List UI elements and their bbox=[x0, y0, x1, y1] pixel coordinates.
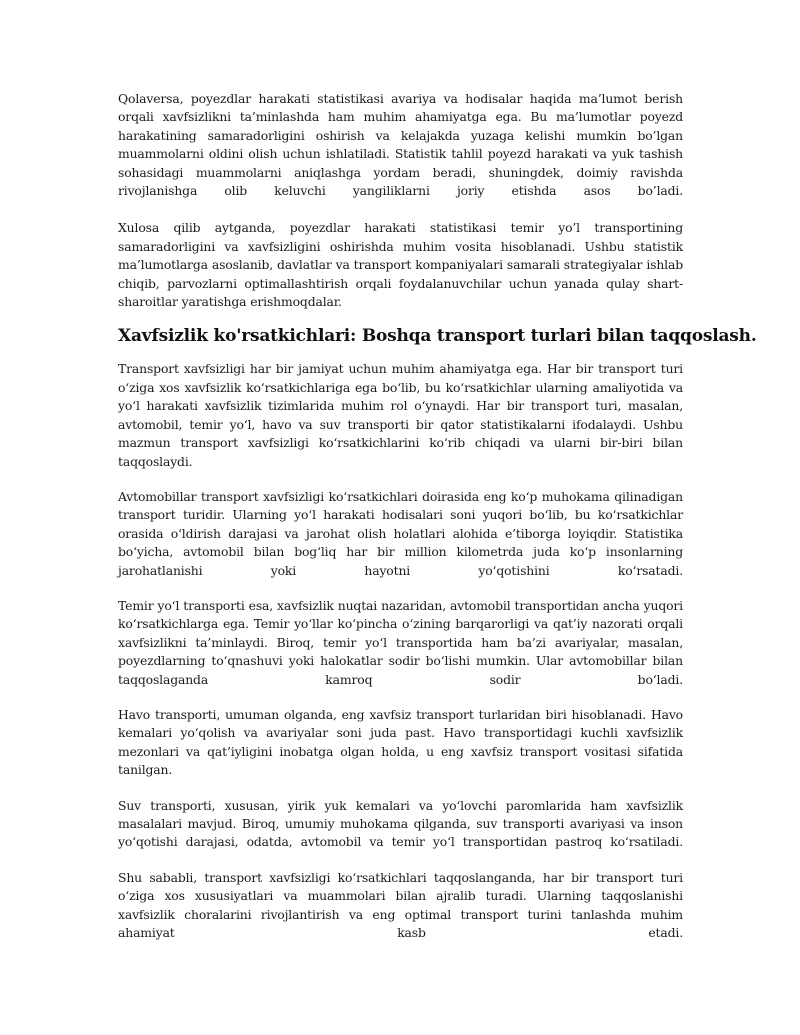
paragraph-transport-safety-intro: Transport xavfsizligi har bir jamiyat uchun muhim ahamiyatga ega. Har bir transport turi o‘ziga xos xavfsizlik ko‘rsatkichlariga ega bo‘lib, bu ko‘rsatkichlar ularning amaliyotida va yo‘l harakati xavfsizlik tizimlarida muhim rol o‘ynaydi. Har bir transport turi, masalan, avtomobil, temir yo‘l, havo va suv transporti bir qator statistikalarni ifodalaydi. Ushbu mazmun transport xavfsizligi ko‘rsatkichlarini ko‘rib chiqadi va ularni bir-biri bilan taqqoslaydi. bbox=[118, 361, 683, 469]
document-page bbox=[118, 90, 757, 959]
paragraph-railway: Temir yo‘l transporti esa, xavfsizlik nuqtai nazaridan, avtomobil transportidan ancha yuqori ko‘rsatkichlarga ega. Temir yo‘llar ko‘pincha o‘zining barqarorligi va qat’iy nazorati orqali xavfsizlikni ta’minlaydi. Biroq, temir yo‘l transportida ham ba’zi avariyalar, masalan, poyezdlarning to‘qnashuvi yoki halokatlar sodir bo‘lishi mumkin. Ular avtomobillar bilan taqqoslaganda kamroq sodir bo‘ladi. bbox=[118, 597, 683, 687]
paragraph-conclusion: Xulosa qilib aytganda, poyezdlar harakati statistikasi temir yo’l transportining samaradorligini va xavfsizligini oshirishda muhim vosita hisoblanadi. Ushbu statistik ma’lumotlarga asoslanib, davlatlar va transport kompaniyalari samarali strategiyalar ishlab chiqib, parvozlarni optimallashtirish orqali foydalanuvchilar uchun yanada qulay shart-sharoitlar yaratishga erishmoqdalar. bbox=[118, 220, 683, 310]
paragraph-statistics-safety: Qolaversa, poyezdlar harakati statistikasi avariya va hodisalar haqida ma’lumot berish orqali xavfsizlikni ta’minlashda ham muhim ahamiyatga ega. Bu ma’lumotlar poyezd harakatining samaradorligini oshirish va kelajakda yuzaga kelishi mumkin bo’lgan muammolarni oldini olish uchun ishlatiladi. Statistik tahlil poyezd harakati va yuk tashish sohasidagi muammolarni aniqlashga yordam beradi, shuningdek, doimiy ravishda rivojlanishga olib keluvchi yangiliklarni joriy etishda asos bo’ladi. bbox=[118, 91, 683, 199]
paragraph-summary: Shu sababli, transport xavfsizligi ko‘rsatkichlari taqqoslanganda, har bir transport turi o‘ziga xos xususiyatlari va muammolari bilan ajralib turadi. Ularning taqqoslanishi xavfsizlik choralarini rivojlantirish va eng optimal transport turini tanlashda muhim ahamiyat kasb etadi. bbox=[118, 869, 683, 941]
paragraph-air-transport: Havo transporti, umuman olganda, eng xavfsiz transport turlaridan biri hisoblanadi. Havo kemalari yo‘qolish va avariyalar soni juda past. Havo transportidagi kuchli xavfsizlik mezonlari va qat’iyligini inobatga olgan holda, u eng xavfsiz transport vositasi sifatida tanilgan. bbox=[118, 706, 683, 778]
section-heading: Xavfsizlik ko'rsatkichlari: Boshqa transport turlari bilan taqqoslash. bbox=[118, 326, 757, 347]
paragraph-water-transport: Suv transporti, xususan, yirik yuk kemalari va yo‘lovchi paromlarida ham xavfsizlik masalalari mavjud. Biroq, umumiy muhokama qilganda, suv transporti avariyasi va inson yo‘qotishi darajasi, odatda, avtomobil va temir yo‘l transportidan pastroq ko‘rsatiladi. bbox=[118, 797, 683, 850]
paragraph-automobile: Avtomobillar transport xavfsizligi ko‘rsatkichlari doirasida eng ko‘p muhokama qilinadigan transport turidir. Ularning yo‘l harakati hodisalari soni yuqori bo‘lib, bu ko‘rsatkichlar orasida o‘ldirish darajasi va jarohat olish holatlari alohida e’tiborga loyiqdir. Statistika bo‘yicha, avtomobil bilan bog‘liq har bir million kilometrda juda ko‘p insonlarning jarohatlanishi yoki hayotni yo‘qotishini ko‘rsatadi. bbox=[118, 488, 683, 578]
